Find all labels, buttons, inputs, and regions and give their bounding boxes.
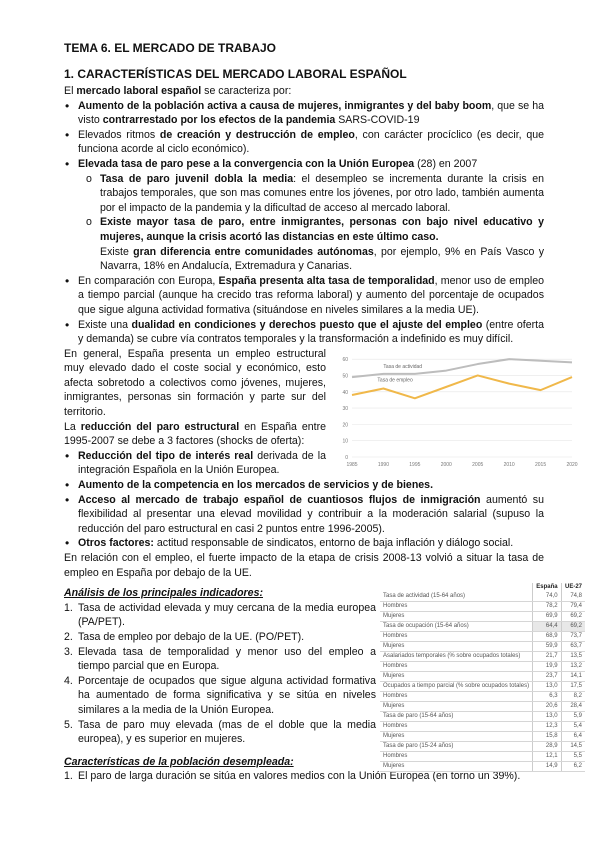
analisis-heading: Análisis de los principales indicadores:: [64, 587, 263, 600]
x-tick-label: 2015: [535, 462, 547, 468]
intro-paragraph: [64, 84, 544, 99]
bold-text: Reducción del tipo de interés real: [78, 449, 254, 462]
list-item: [64, 157, 544, 274]
text: El: [64, 85, 77, 97]
table-row: [380, 612, 585, 622]
series-label: Tasa de actividad: [383, 363, 423, 370]
table-cell: 69,2: [561, 622, 585, 632]
x-tick-label: 1985: [346, 462, 358, 468]
table-cell: 14,5: [561, 742, 585, 752]
table-cell: 23,7: [533, 672, 562, 682]
table-cell: 63,7: [561, 642, 585, 652]
table-cell: 74,8: [561, 592, 585, 602]
text: : el desempleo se incrementa durante la crisis en trabajos temporales, que son mas comunes entre los jóvenes, por otro lado, también aumenta por el impacto de la pandemia y la dificultad de acceso al mercado laboral.: [100, 172, 544, 214]
table-cell: Mujeres: [380, 672, 533, 682]
table-cell: 13,0: [533, 712, 562, 722]
table-cell: Mujeres: [380, 702, 533, 712]
table-cell: Mujeres: [380, 732, 533, 742]
table-row: [380, 632, 585, 642]
table-row: [380, 742, 585, 752]
list-item: [64, 718, 376, 747]
table-cell: Hombres: [380, 602, 533, 612]
table-row: [380, 662, 585, 672]
bold-text: Existe mayor tasa de paro, entre inmigrantes, personas con bajo nivel educativo y mujeres, aunque la crisis acortó las distancias en este último caso.: [100, 216, 544, 243]
bold-text: Elevada tasa de paro pese a la convergencia con la Unión Europea: [78, 157, 415, 170]
table-cell: 21,7: [533, 652, 562, 662]
table-cell: 68,9: [533, 632, 562, 642]
table-cell: Mujeres: [380, 642, 533, 652]
table-row: [380, 702, 585, 712]
bullet-list: [64, 99, 544, 347]
y-tick-label: 0: [345, 455, 348, 461]
list-item: [64, 493, 544, 537]
table-row: [380, 712, 585, 722]
table-cell: Hombres: [380, 692, 533, 702]
bold-text: Aumento de la población activa a causa de mujeres, inmigrantes y del baby boom: [78, 99, 492, 112]
table-row: [380, 622, 585, 632]
text: (28) en 2007: [414, 157, 478, 170]
table-cell: 5,4: [561, 722, 585, 732]
list-number: 2.: [64, 630, 73, 643]
table-cell: Mujeres: [380, 762, 533, 772]
table-cell: 15,8: [533, 732, 562, 742]
text: El paro de larga duración se sitúa en valores medios con la Unión Europea (en torno un 39%).: [78, 770, 521, 783]
text: en España entre 1995-2007 se debe a 3 factores (shocks de oferta):: [64, 420, 326, 448]
labor-chart: [330, 345, 580, 475]
x-tick-label: 2010: [503, 462, 515, 468]
text: , menor uso de empleo a tiempo parcial (aunque ha crecido tras reforma laboral) y aumento del porcentaje de ocupados que sigue alguna actividad formativa (situándose en niveles similares a la media UE).: [78, 274, 544, 316]
list-item: [64, 601, 376, 630]
bold-text: Tasa de paro juvenil dobla la media: [100, 172, 294, 185]
table-cell: 69,9: [533, 612, 562, 622]
text: Elevada tasa de temporalidad y menor uso del empleo a tiempo parcial que en Europa.: [78, 645, 376, 673]
list-item: [64, 478, 544, 493]
text: SARS-COVID-19: [335, 114, 420, 127]
bold-text: Aumento de la competencia en los mercados de servicios y de bienes.: [78, 479, 434, 492]
text: Existe: [100, 245, 134, 258]
table-header-cell: España: [533, 583, 562, 592]
text: Porcentaje de ocupados que sigue alguna actividad formativa ha aumentado de forma significativa y se sitúa en niveles similares a la media de la Unión Europea.: [78, 674, 376, 716]
list-number: 1.: [64, 770, 73, 783]
text: Tasa de actividad elevada y muy cercana de la media europea (PA/PET).: [78, 601, 376, 629]
list-number: 3.: [64, 645, 73, 658]
bold-text: mercado laboral español: [76, 85, 202, 97]
text: , que se ha visto: [78, 99, 544, 127]
bold-text: Otros factores:: [78, 537, 154, 550]
table-cell: 20,6: [533, 702, 562, 712]
x-tick-label: 2000: [440, 462, 452, 468]
indicadores-list: [64, 601, 376, 747]
table-cell: 73,7: [561, 632, 585, 642]
table-row: [380, 652, 585, 662]
table-row: [380, 692, 585, 702]
text: En comparación con Europa,: [78, 274, 219, 287]
sub-list: [64, 172, 544, 245]
table-cell: 12,1: [533, 752, 562, 762]
text: actitud responsable de sindicatos, entorno de baja inflación y diálogo social.: [153, 537, 514, 550]
table-cell: 13,5: [561, 652, 585, 662]
series-label: Tasa de empleo: [377, 377, 413, 384]
list-item: [64, 645, 376, 674]
table-row: [380, 592, 585, 602]
table-cell: 74,0: [533, 592, 562, 602]
bold-text: de creación y destrucción de empleo: [159, 128, 355, 141]
list-item: [64, 318, 544, 347]
table-cell: 17,5: [561, 682, 585, 692]
y-tick-label: 40: [342, 389, 348, 396]
indicators-table: [380, 583, 585, 769]
x-tick-label: 1995: [409, 462, 421, 468]
bold-text: Acceso al mercado de trabajo español de cuantiosos flujos de inmigración: [78, 493, 481, 506]
list-item: [64, 99, 544, 128]
table-row: [380, 602, 585, 612]
general-paragraph: En general, España presenta un empleo estructural muy elevado dado el coste social y económico, esto afecta sobretodo a colectivos como jóvenes, mujeres, inmigrantes, personas sin formación y parte sur del territorio.: [64, 347, 326, 419]
text: (entre oferta y demanda) se cubre vía contratos temporales y la transformación a indefinido es muy difícil.: [78, 318, 544, 346]
text: La: [64, 420, 81, 433]
table-row: [380, 682, 585, 692]
table-row: [380, 722, 585, 732]
bold-text: gran diferencia entre comunidades autónomas: [133, 245, 374, 258]
indicators-table-grid: [380, 583, 585, 772]
section-heading: 1. CARACTERÍSTICAS DEL MERCADO LABORAL ESPAÑOL: [64, 67, 407, 81]
table-cell: Hombres: [380, 632, 533, 642]
table-cell: Hombres: [380, 752, 533, 762]
table-row: [380, 762, 585, 772]
table-cell: Tasa de paro (15-24 años): [380, 742, 533, 752]
text: aumentó su flexibilidad al presentar una elevad movilidad y contribuir a la moderación salarial (supuso la reducción del paro estructural en casi 2 puntos entre 1996-2005).: [78, 493, 544, 535]
sub-list-item: [86, 172, 544, 216]
bold-text: España presenta alta tasa de temporalidad: [218, 274, 435, 287]
table-cell: 5,9: [561, 712, 585, 722]
table-cell: Mujeres: [380, 612, 533, 622]
y-tick-label: 30: [342, 406, 348, 413]
table-cell: 78,2: [533, 602, 562, 612]
table-header-cell: UE-27: [561, 583, 585, 592]
text: derivada de la integración Española en la Unión Europea.: [78, 449, 326, 477]
bold-text: contrarrestado por los efectos de la pandemia: [102, 114, 336, 127]
existe-paragraph: [64, 245, 544, 274]
bold-text: dualidad en condiciones y derechos puesto que el ajuste del empleo: [131, 318, 483, 331]
table-cell: Hombres: [380, 722, 533, 732]
table-cell: Ocupados a tiempo parcial (% sobre ocupados totales): [380, 682, 533, 692]
table-cell: 6,4: [561, 732, 585, 742]
doc-title: TEMA 6. EL MERCADO DE TRABAJO: [64, 41, 277, 55]
y-tick-label: 20: [342, 422, 348, 429]
list-item: [64, 274, 544, 318]
table-cell: 69,2: [561, 612, 585, 622]
list-item: [64, 536, 544, 551]
text: , por ejemplo, 9% en País Vasco y Navarra, 18% en Andalucía, Extremadura y Canarias.: [100, 245, 544, 273]
table-cell: Tasa de paro (15-64 años): [380, 712, 533, 722]
bold-text: reducción del paro estructural: [80, 420, 240, 433]
list-item: [64, 674, 376, 718]
list-number: 5.: [64, 718, 73, 731]
table-cell: 12,3: [533, 722, 562, 732]
table-cell: Asalariados temporales (% sobre ocupados totales): [380, 652, 533, 662]
list-number: 1.: [64, 601, 73, 614]
x-tick-label: 2005: [472, 462, 484, 468]
table-cell: 59,9: [533, 642, 562, 652]
table-cell: 13,2: [561, 662, 585, 672]
y-tick-label: 60: [342, 357, 348, 364]
table-cell: 14,9: [533, 762, 562, 772]
table-cell: 5,5: [561, 752, 585, 762]
table-cell: 79,4: [561, 602, 585, 612]
text: Elevados ritmos: [78, 128, 160, 141]
list-number: 4.: [64, 674, 73, 687]
table-cell: 14,1: [561, 672, 585, 682]
table-cell: 6,2: [561, 762, 585, 772]
y-tick-label: 50: [342, 373, 348, 380]
table-cell: 64,4: [533, 622, 562, 632]
table-cell: 28,9: [533, 742, 562, 752]
list-item: [64, 630, 376, 645]
table-row: [380, 672, 585, 682]
table-cell: Tasa de actividad (15-64 años): [380, 592, 533, 602]
text: se caracteriza por:: [201, 85, 292, 97]
text: Tasa de paro muy elevada (mas de el doble que la media europea), y es superior en mujeres.: [78, 718, 376, 746]
list-item: [64, 449, 326, 478]
text: , con carácter procíclico (es decir, que funciona acorde al ciclo económico).: [78, 128, 544, 156]
table-row: [380, 642, 585, 652]
poblacion-heading: Características de la población desempleada:: [64, 755, 294, 768]
text: Existe una: [78, 318, 132, 331]
x-tick-label: 1990: [377, 462, 389, 468]
table-row: [380, 732, 585, 742]
table-cell: Tasa de ocupación (15-64 años): [380, 622, 533, 632]
table-cell: 19,9: [533, 662, 562, 672]
x-tick-label: 2020: [566, 462, 578, 468]
table-header-row: [380, 583, 585, 592]
table-row: [380, 752, 585, 762]
sub-list-item: [86, 215, 544, 244]
table-cell: Hombres: [380, 662, 533, 672]
reduccion-paragraph: [64, 420, 326, 449]
list-item: [64, 128, 544, 157]
table-cell: 6,3: [533, 692, 562, 702]
table-cell: 8,2: [561, 692, 585, 702]
text: Tasa de empleo por debajo de la UE. (PO/PET).: [78, 630, 305, 643]
relacion-paragraph: En relación con el empleo, el fuerte impacto de la etapa de crisis 2008-13 volvió a situar la tasa de empleo en España por debajo de la UE.: [64, 552, 544, 579]
table-header-cell: [380, 583, 533, 592]
table-cell: 28,4: [561, 702, 585, 712]
y-tick-label: 10: [342, 438, 348, 445]
table-cell: 13,0: [533, 682, 562, 692]
